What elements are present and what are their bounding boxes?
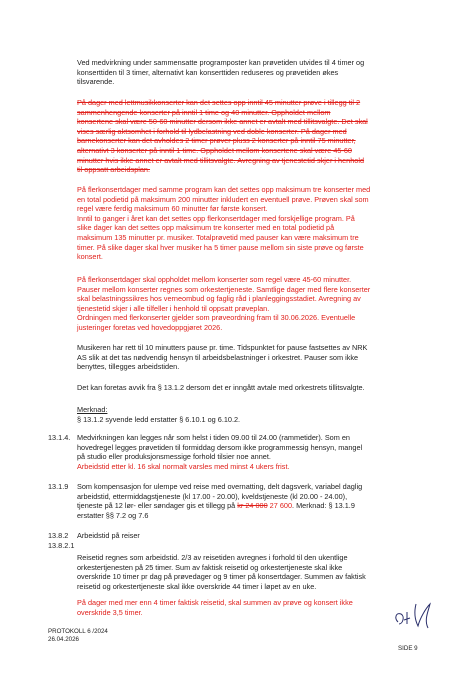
text-line: erstatter §§ 7.2 og 7.6 — [77, 510, 149, 520]
section-13-1-4 — [77, 433, 449, 471]
paragraph-deviation — [77, 383, 449, 393]
text-line: På flerkonsertdager skal oppholdet mellom konserter som regel være 45-60 minutter. — [77, 275, 352, 284]
text-line: Pauser mellom konserter regnes som orkestertjeneste. Samtlige dager med flere konserter — [77, 284, 371, 294]
page-number: SIDE 9 — [398, 645, 418, 652]
text-line: Medvirkningen kan legges når som helst i tiden 09.00 til 24.00 (rammetider). Som en — [77, 433, 350, 442]
text-line: tjenestetid skjer i alle tilfeller i henhold til oppsatt prøveplan. — [77, 303, 270, 313]
text-line: hovedregel legges prøvetiden til formiddag dersom ikke programmessig hensyn, mangel — [77, 442, 363, 452]
text-line: benyttes, tillegges arbeidstiden. — [77, 362, 180, 372]
text-line: maksimum 135 minutter pr. musiker. Totalprøvetid med pauser kan være maksimum tre — [77, 232, 359, 242]
text-line: skal belastningssikres hos verneombud og faglig råd i planleggingsstadiet. Avregning av — [77, 294, 361, 304]
text-line: Det kan foretas avvik fra § 13.1.2 dersom det er inngått avtale med orkestrets tillitsvalgte. — [77, 383, 365, 392]
amount-suffix: . Merknad: § 13.1.9 — [292, 501, 355, 511]
text-line: minutter hvis ikke annet er avtalt med tillitsvalgte. Avregning av tjenestetid skjer i henhold — [77, 155, 365, 165]
text-line: justeringer foretas ved hovedoppgjøret 2026. — [77, 322, 223, 332]
section-number-13-8-2-1: 13.8.2.1 — [48, 541, 75, 550]
text-line: timer. På slike dager skal hver musiker ha 5 timer pause mellom sin siste prøve og første — [77, 242, 364, 252]
text-line: Musikeren har rett til 10 minutters pause pr. time. Tidspunktet for pause fastsettes av NRK — [77, 343, 368, 352]
text-line: konserttiden til 3 timer, alternativt kan konserttiden reduseres og prøvetiden økes — [77, 67, 339, 77]
text-line-amount — [77, 501, 449, 511]
handwritten-initials-signature — [390, 598, 438, 634]
text-line: tilsvarende. — [77, 77, 115, 87]
text-line: en total podietid på maksimum 200 minutter inkludert en eventuell prøve. Prøven skal som — [77, 194, 369, 204]
paragraph-program-posts — [77, 58, 449, 87]
text-line: orkestertjenesten på 25 timer. Sum av faktisk reisetid og orkestertjeneste skal ikke — [77, 562, 343, 572]
text-line: slike dager kan det settes opp maksimum tre konserter med en total podietid på — [77, 223, 335, 233]
text-line: på studio eller produksjonsmessige forhold tilsier noe annet. — [77, 452, 271, 462]
text-line: arbeidstid, ettermiddagstjeneste (kl 17.00 - 20.00), kveldstjeneste (kl 20.00 - 24.00), — [77, 491, 348, 501]
text-line: Som kompensasjon for ulempe ved reise med overnatting, delt dagsverk, variabel daglig — [77, 482, 363, 491]
old-amount: kr 24 000 — [237, 501, 268, 511]
section-number-13-1-4: 13.1.4. — [48, 433, 71, 442]
paragraph-pause-rights — [77, 343, 449, 372]
text-line: Reisetid regnes som arbeidstid. 2/3 av reisetiden avregnes i forhold til den ukentlige — [77, 553, 348, 562]
text-line: vises særlig aktsomhet i forhold til lydbelastning ved doble konserter. På dager med — [77, 126, 347, 136]
text-line: regel være ferdig maksimum 60 minutter før første konsert. — [77, 204, 268, 214]
text-line: konsert. — [77, 252, 103, 262]
paragraph-deleted-light-music — [77, 98, 449, 175]
text-line-red: Arbeidstid etter kl. 16 skal normalt varsles med minst 4 ukers frist. — [77, 461, 290, 471]
new-amount: 27 600 — [267, 501, 293, 511]
note-heading: Merknad: — [77, 405, 108, 414]
text-line: Inntil to ganger i året kan det settes opp flerkonsertdager med forskjellige program. På — [77, 213, 355, 223]
text-line: barnekonserter kan det avholdes 2 timer prøver pluss 2 konserter på inntil 75 minutter, — [77, 136, 356, 146]
text-line-red: overskride 3,5 timer. — [77, 607, 143, 617]
paragraph-multi-concert-same-program — [77, 185, 449, 262]
section-13-8-2-title — [77, 531, 449, 541]
text-line: På dager med lettmusikkonserter kan det settes opp inntil 45 minutter prøve i tillegg til 2 — [77, 98, 361, 107]
amount-prefix: tjeneste på 12 lør- eller søndager gis et tillegg på — [77, 501, 238, 511]
section-13-1-9 — [77, 482, 449, 520]
note-text: § 13.1.2 syvende ledd erstatter § 6.10.1 og 6.10.2. — [77, 414, 241, 424]
text-line: Ved medvirkning under sammensatte programposter kan prøvetiden utvides til 4 timer og — [77, 58, 365, 67]
paragraph-multi-concert-breaks — [77, 275, 449, 333]
text-line: sammenhengende konserter på inntil 1 time og 40 minutter. Oppholdet mellom — [77, 107, 331, 117]
text-line: overskride 10 timer pr dag på prøvedager og 9 timer på konsertdager. Summen av faktisk — [77, 572, 366, 582]
text-line: konsertene skal være 50-60 minutter dersom ikke annet er avtalt med tillitsvalgte. Det skal — [77, 117, 368, 127]
section-title: Arbeidstid på reiser — [77, 531, 140, 540]
footer-left — [48, 628, 108, 644]
text-line: alternativt 3 konserter på inntil 1 time. Oppholdet mellom konsertene skal være 45-60 — [77, 145, 352, 155]
text-line: På flerkonsertdager med samme program kan det settes opp maksimum tre konserter med — [77, 185, 371, 194]
section-number-13-8-2: 13.8.2 — [48, 531, 69, 540]
text-line: til oppsatt arbeidsplan. — [77, 165, 151, 175]
text-line-red: På dager med mer enn 4 timer faktisk reisetid, skal summen av prøve og konsert ikke — [77, 598, 353, 607]
footer-date: 26.04.2026 — [48, 636, 79, 643]
section-13-8-2-1 — [77, 553, 449, 591]
text-line: reisetid og orkestertjeneste skal ikke overskride 44 timer i løpet av en uke. — [77, 581, 317, 591]
protocol-label: PROTOKOLL 6 /2024 — [48, 628, 108, 635]
note-block — [77, 405, 449, 424]
section-number-13-1-9: 13.1.9 — [48, 482, 69, 491]
text-line: AS slik at det tas nødvendig hensyn til arbeidsbelastninger i orkestret. Pauser som ikke — [77, 352, 359, 362]
text-line: Ordningen med flerkonserter gjelder som prøveordning fram til 30.06.2026. Eventuelle — [77, 313, 356, 323]
